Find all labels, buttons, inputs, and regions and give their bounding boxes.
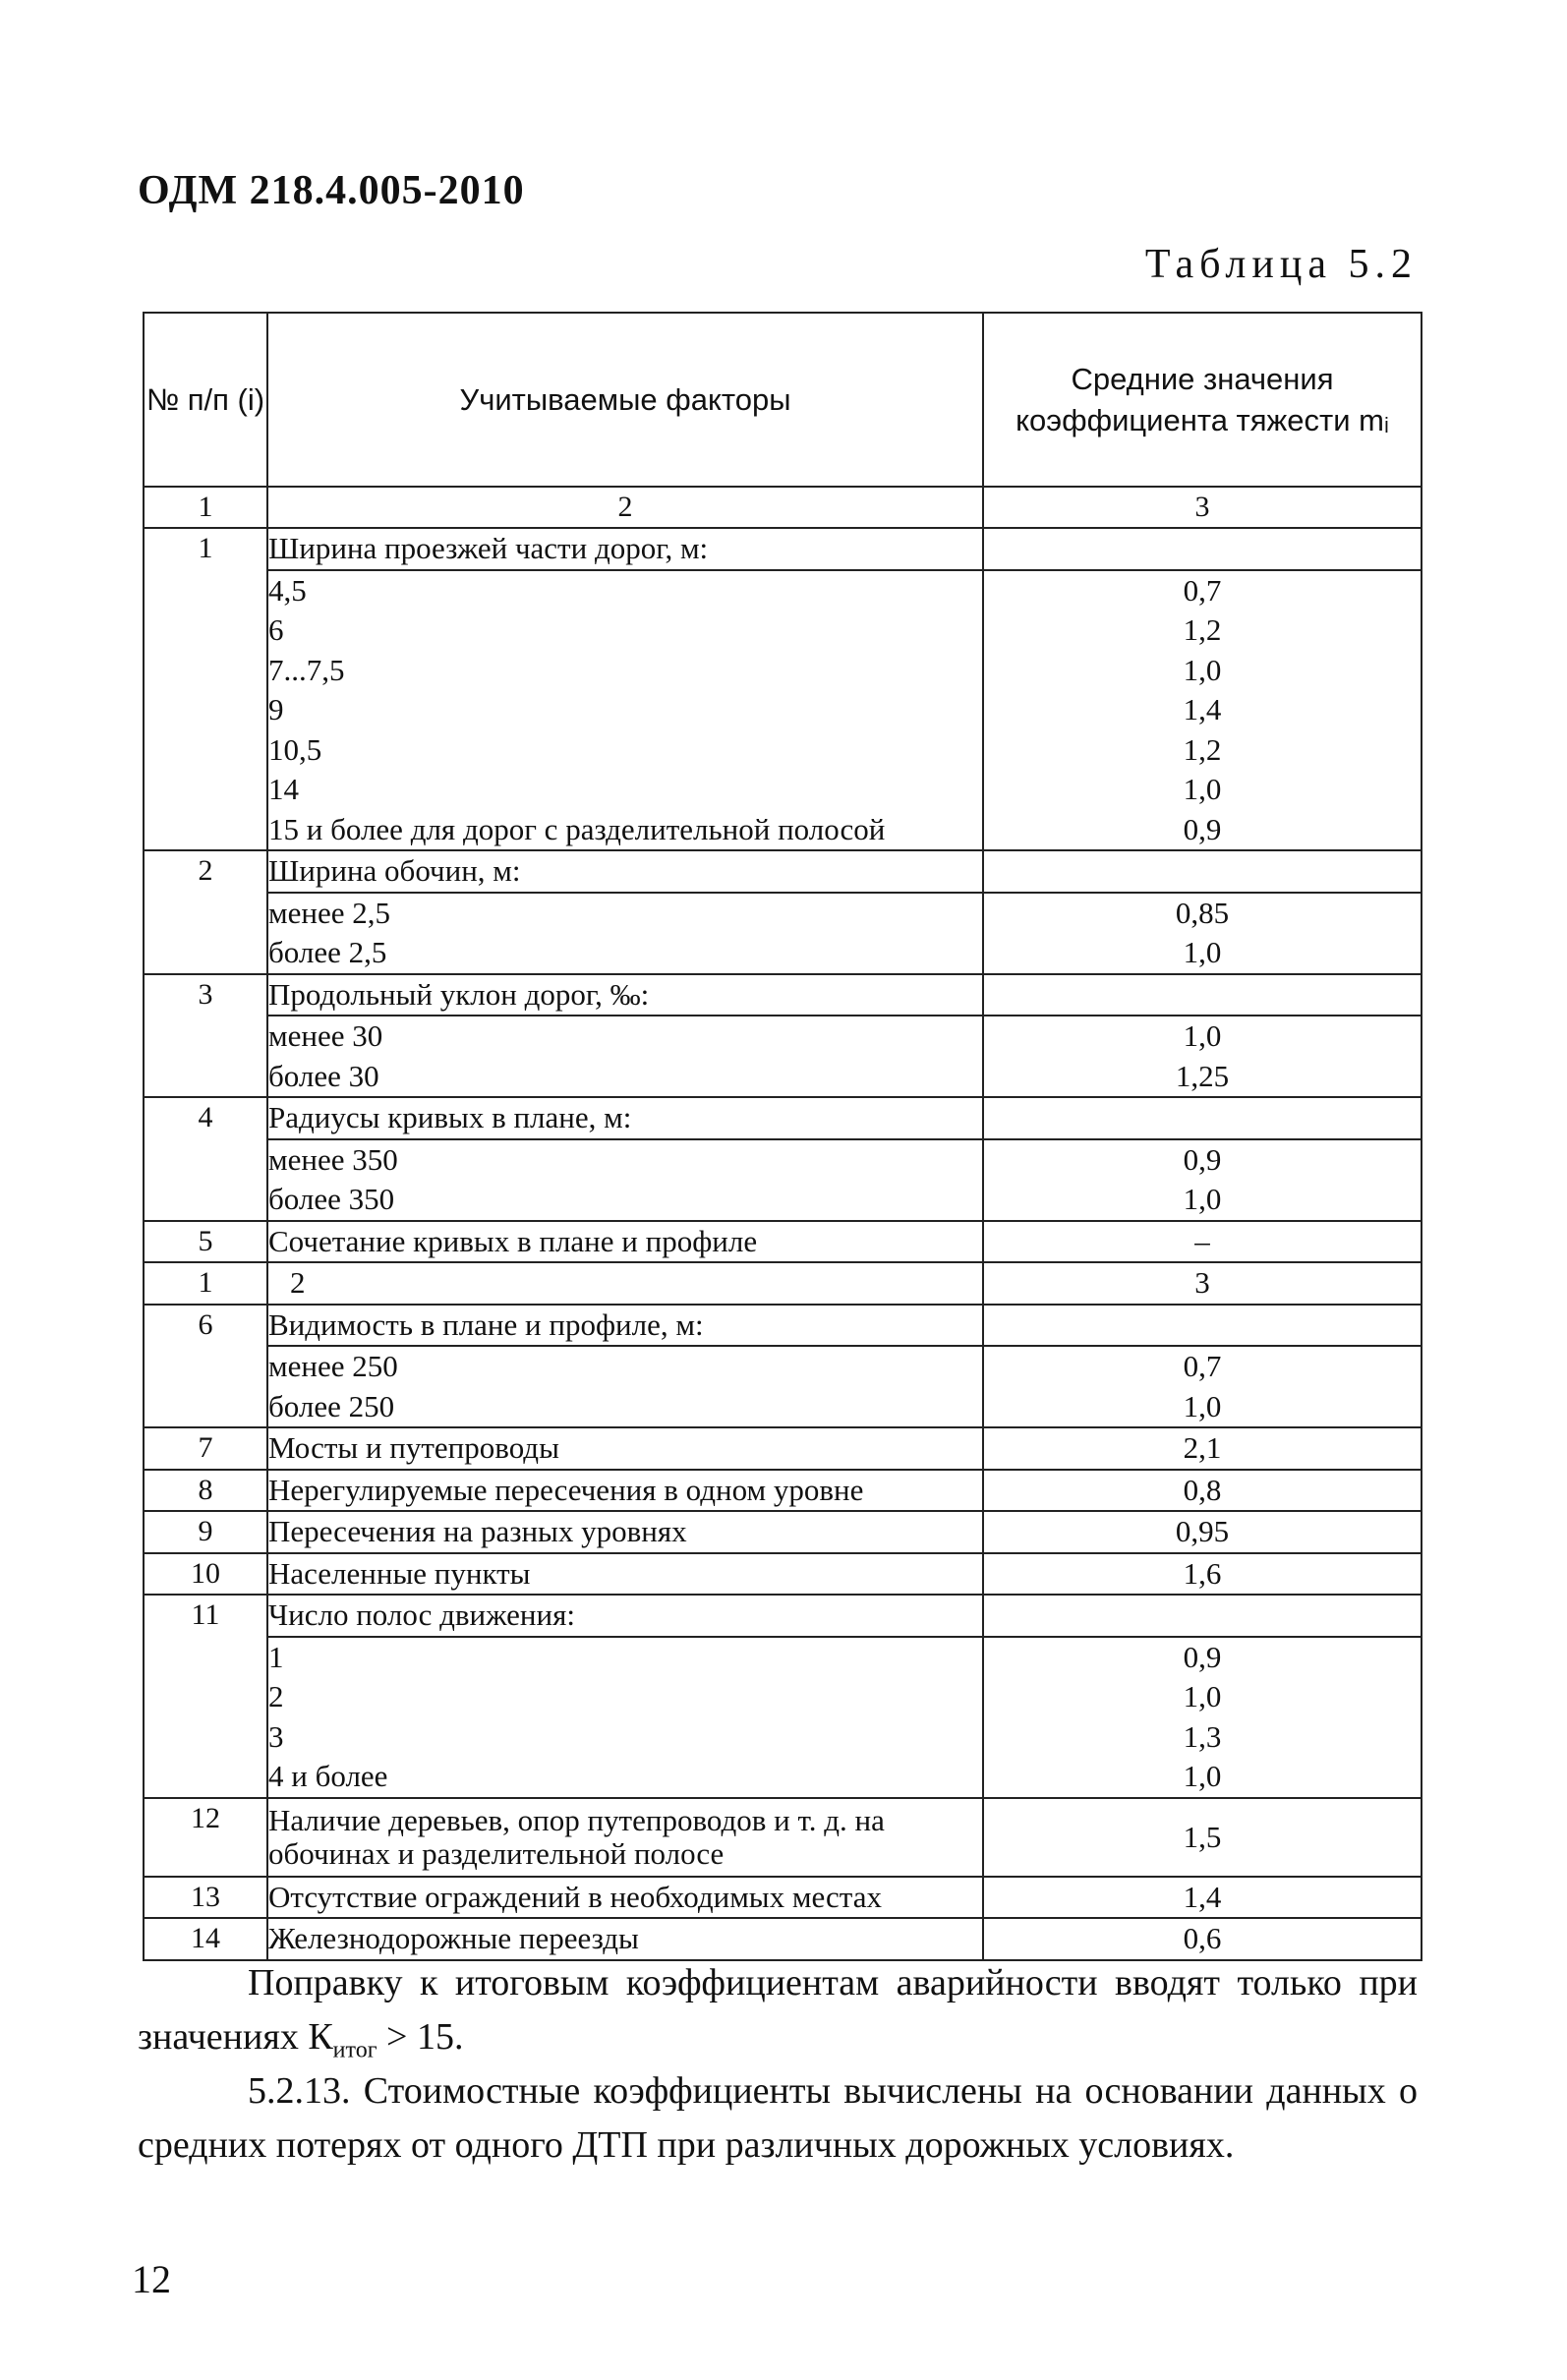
factor-value xyxy=(983,1305,1422,1347)
factor-title xyxy=(267,1595,983,1637)
option-value: 0,9 xyxy=(1183,1639,1222,1674)
factor-value-text xyxy=(984,529,1421,569)
row-number: 8 xyxy=(144,1470,267,1512)
factor-title-text: Нерегулируемые пересечения в одном уровне xyxy=(268,1472,864,1507)
factor-value xyxy=(983,850,1422,893)
paragraph-correction xyxy=(138,1956,1418,2078)
option-value: 1,0 xyxy=(1183,1679,1222,1713)
factor-title-text: Пересечения на разных уровнях xyxy=(268,1514,687,1548)
option-value: 1,3 xyxy=(1183,1718,1222,1754)
row-number: 4 xyxy=(144,1097,267,1221)
factor-title-text: Железнодорожные переезды xyxy=(268,1921,639,1955)
factor-title xyxy=(267,1798,983,1877)
table-row xyxy=(144,1262,1422,1305)
column-number: 1 xyxy=(144,487,267,528)
factor-value xyxy=(983,1877,1422,1919)
factor-value-text xyxy=(984,1098,1421,1138)
option-label: 9 xyxy=(268,692,284,726)
option-label: 15 и более для дорог с разделительной полосой xyxy=(268,811,886,846)
factor-options xyxy=(267,1139,983,1221)
option-label: менее 30 xyxy=(268,1018,383,1053)
factor-value-text xyxy=(984,1306,1421,1346)
table-row xyxy=(144,1097,1422,1139)
option-value: 1,0 xyxy=(1183,1182,1222,1216)
factor-title xyxy=(267,1553,983,1596)
option-value: 1,0 xyxy=(1183,652,1222,687)
factor-title-text: Продольный уклон дорог, ‰: xyxy=(268,976,650,1012)
factor-title-text: Наличие деревьев, опор путепроводов и т. д. на обочинах и разделительной полосе xyxy=(268,1802,885,1871)
factor-title-text: Ширина обочин, м: xyxy=(268,853,521,888)
option-label: 3 xyxy=(268,1718,284,1754)
factor-title-text: Мосты и путепроводы xyxy=(268,1430,559,1465)
row-number: 14 xyxy=(144,1918,267,1960)
factor-title xyxy=(267,1262,983,1305)
table-row xyxy=(144,850,1422,893)
factor-value-text xyxy=(984,975,1421,1016)
row-number: 5 xyxy=(144,1221,267,1263)
factor-title xyxy=(267,1427,983,1470)
row-number: 1 xyxy=(144,528,267,850)
table-row xyxy=(144,1427,1422,1470)
table-row xyxy=(144,1918,1422,1960)
factor-value xyxy=(983,974,1422,1016)
option-label: более 2,5 xyxy=(268,935,387,969)
row-number: 10 xyxy=(144,1553,267,1596)
table-row xyxy=(144,1877,1422,1919)
factor-title-text: Отсутствие ограждений в необходимых местах xyxy=(268,1879,882,1914)
factor-value xyxy=(983,1595,1422,1637)
option-value: 1,2 xyxy=(1183,612,1222,647)
factor-title-text: Число полос движения: xyxy=(268,1597,575,1632)
factor-options xyxy=(267,1346,983,1427)
option-label: 4,5 xyxy=(268,572,307,608)
factor-options xyxy=(267,570,983,851)
option-label: 1 xyxy=(268,1639,284,1674)
table-row-items xyxy=(144,893,1422,974)
factor-value-text: 2,1 xyxy=(1183,1430,1222,1465)
option-value: 1,0 xyxy=(1183,1388,1222,1423)
option-value: 0,85 xyxy=(1175,895,1230,930)
option-value: 0,9 xyxy=(1183,1141,1222,1177)
factor-value xyxy=(983,1511,1422,1553)
factor-value xyxy=(983,1798,1422,1877)
option-value: 1,0 xyxy=(1183,1759,1222,1793)
column-header-number: № п/п (i) xyxy=(144,313,267,487)
option-label: более 350 xyxy=(268,1182,395,1216)
factor-value xyxy=(983,1221,1422,1263)
factor-value xyxy=(983,1553,1422,1596)
factor-title xyxy=(267,1511,983,1553)
subscript: итог xyxy=(332,2037,377,2063)
factor-title-text: Населенные пункты xyxy=(268,1555,531,1591)
column-number: 2 xyxy=(267,487,983,528)
table-row xyxy=(144,1221,1422,1263)
row-number: 12 xyxy=(144,1798,267,1877)
factor-title xyxy=(267,1305,983,1347)
option-value: 1,0 xyxy=(1183,1018,1222,1053)
table-row-items xyxy=(144,570,1422,851)
factor-title xyxy=(267,974,983,1016)
table-header-row xyxy=(144,313,1422,487)
factor-value-text: 0,6 xyxy=(1183,1921,1222,1955)
factor-title-text: 2 xyxy=(290,1265,306,1300)
table-row xyxy=(144,974,1422,1016)
factor-value-text: 1,5 xyxy=(1183,1819,1222,1854)
option-value: 1,0 xyxy=(1183,772,1222,806)
factor-value-text: 1,6 xyxy=(1183,1555,1222,1591)
factor-title-text: Ширина проезжей части дорог, м: xyxy=(268,531,709,565)
paragraph-text: Поправку к итоговым коэффициентам аварийности вводят только при значениях К xyxy=(138,1962,1418,2058)
option-label: менее 2,5 xyxy=(268,895,390,930)
factor-value-text: 0,95 xyxy=(1175,1514,1230,1548)
factor-value-text: – xyxy=(1194,1223,1210,1258)
paragraph-5-2-13: 5.2.13. Стоимостные коэффициенты вычислены на основании данных о средних потерях от одного ДТП при различных дорожных условиях. xyxy=(138,2070,1418,2166)
row-number: 1 xyxy=(144,1262,267,1305)
row-number: 9 xyxy=(144,1511,267,1553)
factor-title xyxy=(267,1221,983,1263)
factor-option-values xyxy=(983,570,1422,851)
option-label: 6 xyxy=(268,612,284,647)
paragraph-text: > 15. xyxy=(377,2016,464,2058)
factor-options xyxy=(267,893,983,974)
page-number: 12 xyxy=(132,2257,171,2301)
factor-value xyxy=(983,1262,1422,1305)
option-label: 14 xyxy=(268,772,299,806)
table-row xyxy=(144,1595,1422,1637)
option-value: 0,7 xyxy=(1183,1349,1222,1383)
table-row-items xyxy=(144,1016,1422,1097)
option-label: 2 xyxy=(268,1679,284,1713)
row-number: 6 xyxy=(144,1305,267,1428)
option-label: менее 250 xyxy=(268,1349,398,1383)
option-label: 7...7,5 xyxy=(268,652,345,687)
table-row xyxy=(144,1511,1422,1553)
factor-title-text: Сочетание кривых в плане и профиле xyxy=(268,1223,758,1258)
factor-option-values xyxy=(983,1139,1422,1221)
table-caption: Таблица 5.2 xyxy=(1144,242,1418,287)
factor-title-text: Видимость в плане и профиле, м: xyxy=(268,1306,704,1342)
factor-value-text: 1,4 xyxy=(1183,1879,1222,1914)
table-row xyxy=(144,528,1422,570)
option-value: 1,2 xyxy=(1183,731,1222,767)
option-value: 1,25 xyxy=(1175,1058,1230,1093)
factor-option-values xyxy=(983,893,1422,974)
option-value: 1,4 xyxy=(1183,692,1222,726)
option-value: 1,0 xyxy=(1183,935,1222,969)
table-row-items xyxy=(144,1637,1422,1798)
table-row-items xyxy=(144,1346,1422,1427)
factor-value-text: 3 xyxy=(1194,1265,1210,1300)
table-row xyxy=(144,1553,1422,1596)
option-value: 0,9 xyxy=(1183,811,1222,846)
factor-value xyxy=(983,1097,1422,1139)
document-code: ОДМ 218.4.005-2010 xyxy=(138,168,525,213)
column-header-factors: Учитываемые факторы xyxy=(267,313,983,487)
factor-title xyxy=(267,1470,983,1512)
option-value: 0,7 xyxy=(1183,572,1222,608)
factor-value xyxy=(983,1918,1422,1960)
coefficients-table xyxy=(143,312,1422,1961)
factor-options xyxy=(267,1016,983,1097)
row-number: 3 xyxy=(144,974,267,1098)
option-label: более 30 xyxy=(268,1058,379,1093)
factor-title xyxy=(267,1097,983,1139)
factor-value-text xyxy=(984,1596,1421,1636)
factor-value-text xyxy=(984,851,1421,892)
factor-options xyxy=(267,1637,983,1798)
row-number: 7 xyxy=(144,1427,267,1470)
factor-value xyxy=(983,1470,1422,1512)
factor-title-text: Радиусы кривых в плане, м: xyxy=(268,1100,632,1134)
option-label: более 250 xyxy=(268,1388,395,1423)
factor-title xyxy=(267,850,983,893)
factor-title xyxy=(267,528,983,570)
factor-value-text: 0,8 xyxy=(1183,1472,1222,1507)
row-number: 2 xyxy=(144,850,267,974)
factor-option-values xyxy=(983,1637,1422,1798)
option-label: 4 и более xyxy=(268,1759,388,1793)
factor-value xyxy=(983,528,1422,570)
factor-title xyxy=(267,1918,983,1960)
column-number: 3 xyxy=(983,487,1422,528)
option-label: менее 350 xyxy=(268,1141,398,1177)
factor-option-values xyxy=(983,1346,1422,1427)
factor-value xyxy=(983,1427,1422,1470)
table-row-items xyxy=(144,1139,1422,1221)
option-label: 10,5 xyxy=(268,731,322,767)
table-row xyxy=(144,1798,1422,1877)
row-number: 11 xyxy=(144,1595,267,1798)
column-header-coefficient: Средние значения коэффициента тяжести mᵢ xyxy=(983,313,1422,487)
table-row xyxy=(144,1470,1422,1512)
factor-option-values xyxy=(983,1016,1422,1097)
column-numbers-row xyxy=(144,487,1422,528)
row-number: 13 xyxy=(144,1877,267,1919)
factor-title xyxy=(267,1877,983,1919)
table-row xyxy=(144,1305,1422,1347)
